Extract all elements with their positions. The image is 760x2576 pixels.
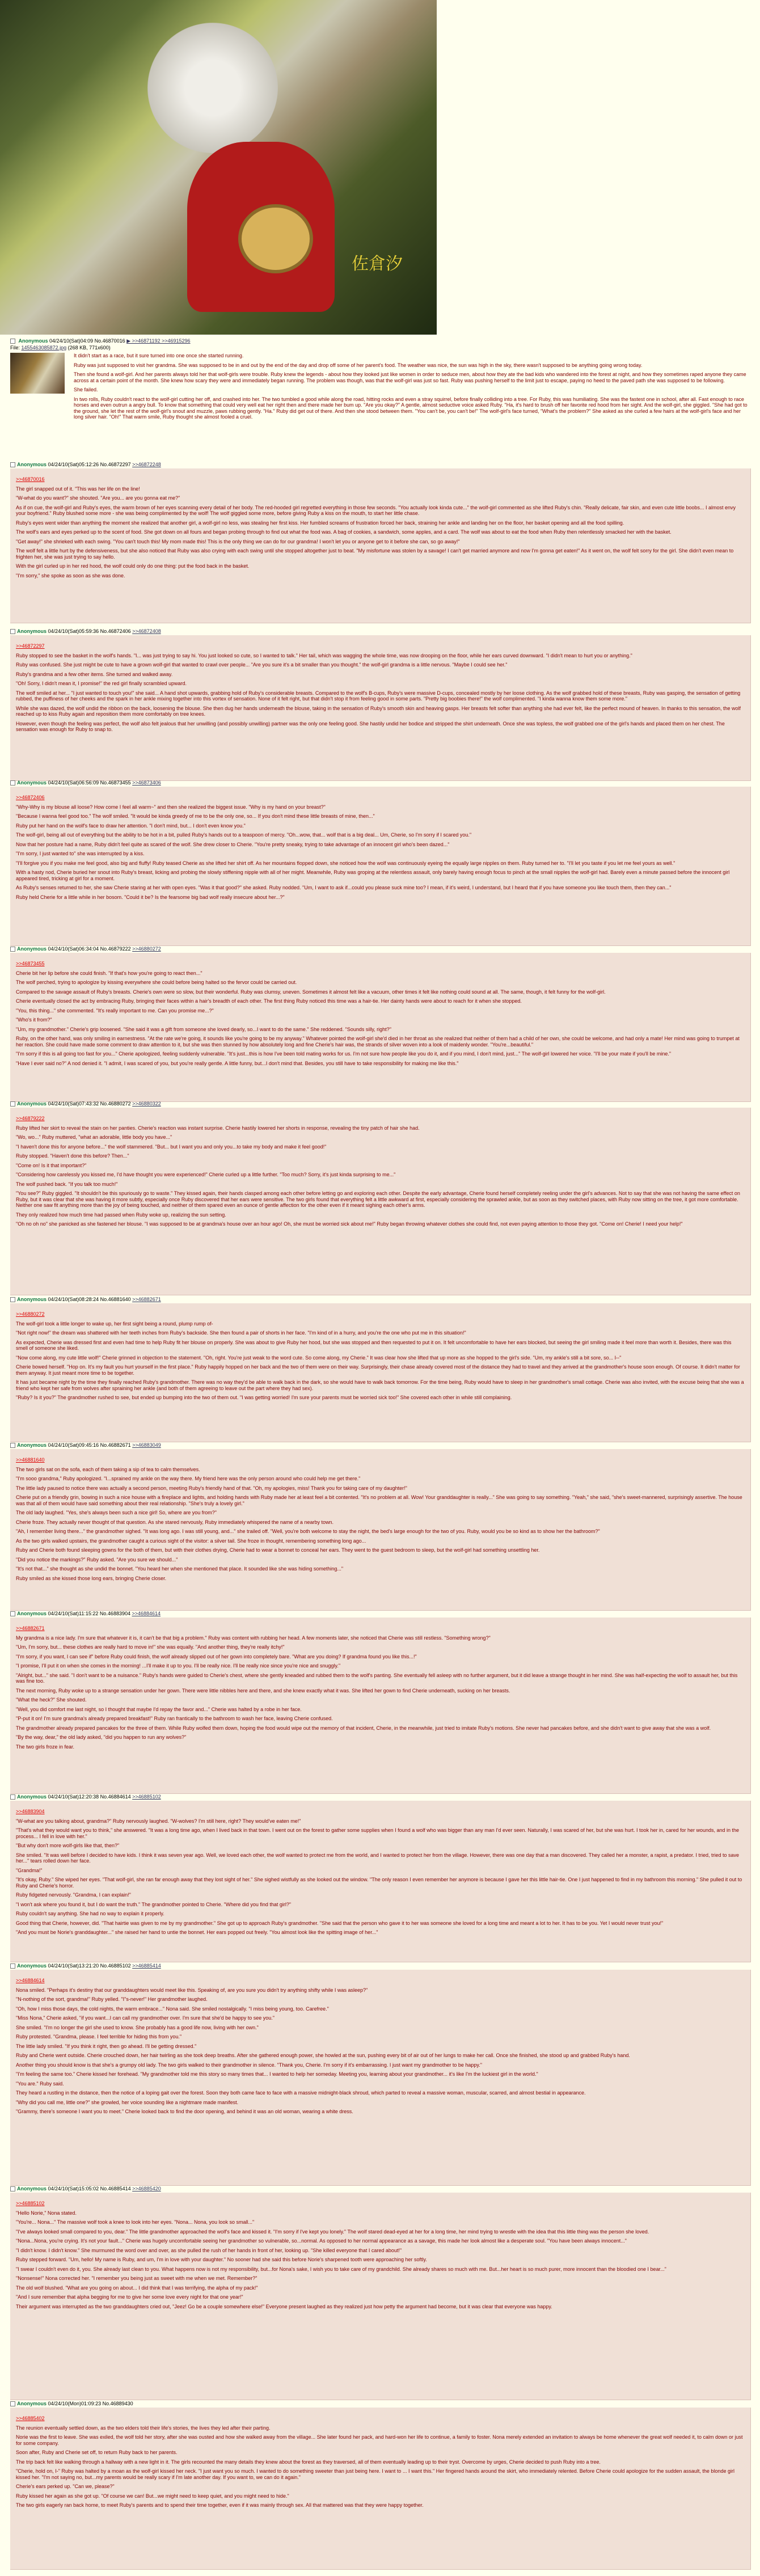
post-date: 04/24/10(Sat)11:15:22 <box>48 1611 100 1616</box>
backlinks[interactable]: ▶ >>46871192 >>46915296 <box>126 338 191 344</box>
post-checkbox[interactable] <box>10 1611 15 1616</box>
quote-link[interactable]: >>46883904 <box>16 1809 45 1814</box>
file-link[interactable]: 1455463085872.jpg <box>21 345 67 350</box>
reply-paragraph: "Grammy, there's someone I want you to meet." Cherie looked back to find the door opening, and behind it was an old woman, wearing a white dress. <box>16 2109 353 2114</box>
reply-paragraph: Ruby and Cherie both found sleeping gowns for the both of them, but with their clothes drying, Cherie had to wear a bonnet to conceal her ears. They went to the guest bedroom to sleep, but the wolf-girl had something unsettling her. <box>16 1547 540 1553</box>
op-thumbnail[interactable] <box>10 353 65 394</box>
quote-link[interactable]: >>46882671 <box>16 1625 45 1631</box>
post-checkbox[interactable] <box>10 1443 15 1448</box>
reply-post <box>10 468 751 623</box>
reply-paragraph: "And you must be Norie's granddaughter..." she raised her hand to untie the bonnet. Her ears popped out freely. "You almost look like the spitting image of her..." <box>16 1929 378 1935</box>
post-date: 04/24/10(Sat)13:21:20 <box>48 1963 100 1969</box>
reply-paragraph: The next morning, Ruby woke up to a strange sensation under her gown. There were little nibbles here and there, and she knew exactly what it was. She lifted her gown to find Cherie underneath, sucking on her breasts. <box>16 1687 510 1694</box>
reply-paragraph: "I'm sorry, if you want, I can see if" before Ruby could finish, the wolf already slipped out of her gown into completely bare. "What are you doing? If grandma found you like this...!" <box>16 1653 417 1659</box>
reply-header <box>10 1442 161 1448</box>
post-date: 04/24/10(Sat)06:56:09 <box>48 780 100 786</box>
backlinks[interactable]: >>46885414 <box>132 1963 161 1969</box>
reply-body <box>10 787 750 906</box>
quote-link[interactable]: >>46870016 <box>16 476 45 482</box>
post-checkbox[interactable] <box>10 1297 15 1302</box>
post-date: 04/24/10(Sat)04:09 <box>49 338 94 344</box>
op-para: Ruby was just supposed to visit her grandma. She was supposed to be in and out by the end of the day and drop off some of her parent's food. The weather was nice, the sun was high in the sky, there wasn't supposed to be anything going wrong today. <box>74 362 643 368</box>
reply-paragraph: Ruby stopped to see the basket in the wolf's hands. "I... was just trying to say hi. You just looked so cute, so I wanted to talk." Her tail, which was wagging the whole time, was now drooping on the floor, while her ears curved downward. "I didn't mean to hurt you or anything." <box>16 652 632 658</box>
reply-paragraph: "I'm sooo grandma," Ruby apologized. "I...sprained my ankle on the way there. My friend here was the only person around who could help me get there." <box>16 1476 361 1481</box>
reply-paragraph: "Because I wanna feel good too." The wolf smiled. "It would be kinda greedy of me to be the only one, so... If you don't mind these little breasts of mine, then..." <box>16 813 375 819</box>
poster-name: Anonymous <box>17 1794 48 1800</box>
reply-paragraph: The old lady laughed. "Yes, she's always been such a nice girl! So, where are you from?" <box>16 1510 217 1515</box>
post-checkbox[interactable] <box>10 2186 15 2191</box>
reply-paragraph: "Have I ever said no?" A nod denied it. "I admit, I was scared of you, but you're really gentle. A little funny, but...I don't mind that. Besides, you still have to take responsibility for making me like this." <box>16 1060 459 1066</box>
reply-paragraph: "Oh no oh no" she panicked as she fastened her blouse. "I was supposed to be at grandma's house over an hour ago! Oh, she must be worried sick about me!" Ruby began throwing whatever clothes she could find, not even paying attention to those they got. "Come on! Cherie! I need your help!" <box>16 1221 683 1227</box>
reply-paragraph: It has just became night by the time they finally reached Ruby's grandmother. There was no way they'd be able to walk back in the dark, so she would have to walk back tomorrow. For the time being, Ruby would have to sleep in her grandmother's small cottage. Cherie was also invited, with the excuse being that she was a friend who kept her safe from wolves after spraining her ankle (and both of them agreeing to leave out the part where they had sex). <box>16 1379 744 1391</box>
reply-body <box>10 1970 750 2121</box>
op-fileinfo <box>10 345 111 350</box>
reply-paragraph: "W-what are you talking about, grandma?" Ruby nervously laughed. "W-wolves? I'm still here, right? They would've eaten me!" <box>16 1818 301 1824</box>
post-number[interactable]: No.46882671 <box>100 1442 133 1448</box>
reply-post <box>10 1618 751 1794</box>
poster-name: Anonymous <box>17 946 48 952</box>
reply-paragraph: Ruby held Cherie for a little while in her bosom. "Could it be? Is the fearsome big bad wolf really insecure about her...?" <box>16 894 285 900</box>
reply-paragraph: She smiled. "I'm no longer the girl she used to know. She probably has a good life now, living with her own." <box>16 2024 259 2030</box>
post-number[interactable]: No.46880272 <box>100 1101 133 1107</box>
reply-paragraph: "And I sure remember that alpha begging for me to give her some love every night for that one year!" <box>16 2294 243 2300</box>
reply-paragraph: Now that her posture had a name, Ruby didn't feel quite as scared of the wolf. She drew closer to Cherie. "You're pretty sneaky, trying to take advantage of an innocent girl who's been dazed..." <box>16 841 450 847</box>
reply-paragraph: "Get away!" she shrieked with each swing. "You can't touch this! My mom made this! This is the only thing we can do for our grandma! I won't let you or anyone get to it before she can, so go away!" <box>16 538 460 544</box>
reply-paragraph: The trip back felt like walking through a hallway with a new light in it. The girls recounted the many details they knew about the forest as they traversed, all of them eventually leading up to their tryst. Overcome by urges, Cherie decided to push Ruby into a tree. <box>16 2459 601 2465</box>
reply-paragraph: Another thing you should know is that she's a grumpy old lady. The two girls walked to their grandmother in silence. "Thank you, Cherie. I'm sorry if it's embarrassing. I just want my grandmother to be happy." <box>16 2062 482 2068</box>
post-number[interactable]: No.46870016 <box>94 338 125 344</box>
reply-paragraph: "It's okay, Ruby." She wiped her eyes. "That wolf-girl, she ran far enough away that they lost sight of her." She sighed wistfully as she looked out the window. "The only reason I even remember her anymore is because I gave her this little hair-tie. One I just happened to find in my bathroom this morning." She pulled it out to Ruby and Cherie's horror. <box>16 1877 742 1889</box>
reply-header <box>10 946 161 952</box>
reply-paragraph: The wolf's ears and eyes perked up to the scent of food. She got down on all fours and began probing through to find out what the food was. A bag of cookies, a sandwich, some apples, and a card. The wolf was about to eat the food when Ruby then relentlessly smacked her with the basket. <box>16 529 672 535</box>
reply-paragraph: As Ruby's senses returned to her, she saw Cherie staring at her with open eyes. "Was it that good?" she asked. Ruby nodded. "Um, I want to ask if...could you please suck mine too? I mean, if it's weird, I understand, but I heard that if you have someone you like touch them, then they can..." <box>16 885 672 890</box>
poster-name: Anonymous <box>17 1442 48 1448</box>
reply-paragraph: "It's not that..." she thought as she undid the bonnet. "You heard her when she mentioned that place. It sounded like she was hiding something..." <box>16 1566 344 1572</box>
reply-paragraph: The two girls froze in fear. <box>16 1743 75 1750</box>
post-checkbox[interactable] <box>10 947 15 952</box>
reply-paragraph: "Nonsense!" Nona corrected her. "I remember you being just as sweet with me when we met. Remember?" <box>16 2275 257 2281</box>
reply-post <box>10 1449 751 1611</box>
op-body <box>74 353 749 424</box>
backlinks[interactable]: >>46884614 <box>132 1611 161 1616</box>
reply-paragraph: The old wolf blushed. "What are you going on about... I did think that I was terrifying, the alpha of my pack!" <box>16 2284 258 2291</box>
post-date: 04/24/10(Sat)15:05:02 <box>48 2186 100 2191</box>
reply-header <box>10 1794 161 1800</box>
reply-paragraph: "Hello Norie," Nona stated. <box>16 2210 77 2216</box>
post-checkbox[interactable] <box>10 339 15 344</box>
post-date: 04/24/10(Sat)09:45:16 <box>48 1442 100 1448</box>
poster-name: Anonymous <box>18 338 48 344</box>
reply-paragraph: Ruby was confused. She just might be cute to have a grown wolf-girl that wanted to crawl over people... "Are you sure it's a bit smaller than you thought." the wolf-girl grandma is a little nervous. "Maybe I could see her." <box>16 662 508 668</box>
poster-name: Anonymous <box>17 628 48 634</box>
reply-paragraph: Their argument was interrupted as the two granddaughters cried out, "Jeez! Go be a couple somewhere else!" Everyone present laughed as they realized just how petty the argument had become, but it was clear that everyone was happy. <box>16 2303 552 2309</box>
quote-link[interactable]: >>46872406 <box>16 795 45 800</box>
reply-paragraph: "I'm sorry," she spoke as soon as she was done. <box>16 572 125 578</box>
reply-paragraph: "Wo, wo..." Ruby muttered, "what an adorable, little body you have..." <box>16 1134 172 1140</box>
reply-paragraph: "You see?" Ruby giggled. "It shouldn't be this spuriously go to waste." They kissed again, their hands clasped among each other before letting go and exploring each other. Despite the early advantage, Cherie found herself completely reeling under the girl's advances. Not to say that she was not having the same effect on Ruby, but it was clear that she was having it more subtly, especially once Ruby discovered that her ears were sensitive. The two girls found that everything felt a little awkward at first, especially considering the sprawled ankle, but as soon as they switched places, with Ruby now sitting on the tree, it got more comfortable. Neither one saw fit anything more than the joy of being touched, and neither of them spared even an ounce of gentle affection for the other even if it meant sighing each other's arms. <box>16 1190 740 1208</box>
reply-paragraph: "Ruby? Is it you?" The grandmother rushed to see, but ended up bumping into the two of them out. "I was getting worried! I'm sure your parents must be worried sick too!" She covered each other in while still complaining. <box>16 1395 512 1400</box>
reply-paragraph: "Ah, I remember living there..." the grandmother sighed. "It was long ago. I was still young, and..." she trailed off. "Well, you're both welcome to stay the night, the bed's large enough for the two of you. Ruby, would you be so kind as to show her the bathroom?" <box>16 1528 600 1534</box>
reply-paragraph: Ruby lifted her skirt to reveal the stain on her panties. Cherie's reaction was instant surprise. Cherie hastily lowered her shorts in response, revealing the tiny patch of hair she had. <box>16 1125 420 1131</box>
backlinks[interactable]: >>46872248 <box>132 462 161 467</box>
reply-paragraph: As the two girls walked upstairs, the grandmother caught a curious sight of the visitor: a silver tail. She froze in thought, remembering something long ago... <box>16 1538 366 1544</box>
reply-paragraph: "I swear I couldn't even do it, you. She already last clean to you. What happens now is not my responsibility, but...for Nona's sake, I wish you to take care of my grandchild. She already shares so much with me. But...her heart is so much purer, more innocent than the bloodied one I bear..." <box>16 2266 666 2272</box>
reply-paragraph: Ruby couldn't say anything. She had no way to explain it properly. <box>16 1911 164 1916</box>
reply-header <box>10 2401 133 2406</box>
reply-paragraph: "Um, my grandmother." Cherie's grip loosened. "She said it was a gift from someone she loved dearly, so...I want to do the same." She reddened. "Sounds silly, right?" <box>16 1026 391 1032</box>
poster-name: Anonymous <box>17 1101 48 1107</box>
reply-paragraph: The wolf-girl, being all out of everything but the ability to be hot in a bit, pulled Ruby's hands out to a teaspoon of mercy. "Oh...wow, that... wolf that is a big deal... Um, Cherie, so I'm sorry if I scared you." <box>16 832 472 838</box>
reply-paragraph: "That's what they would want you to think," she answered. "It was a long time ago, when I lived back in that town. I went out on the forest to gather some supplies when I found a wolf who was bigger than any man I'd ever seen. Naturally, I was scared of her, but she was hurt. I took her in, cared for her wounds, and in the process... I fell in love with her." <box>16 1827 740 1839</box>
reply-paragraph: As expected, Cherie was dressed first and even had time to help Ruby fit her blouse on properly. She was about to give Ruby her hood, but she was stopped and then requested to put it on. It felt uncomfortable to have her ears blocked, but seeing the girl smiling made it feel more than worth it. Besides, there was this smell of someone she liked. <box>16 1339 732 1351</box>
post-number[interactable]: No.46872297 <box>100 462 133 467</box>
image-hair <box>147 23 278 153</box>
reply-paragraph: "You are." Ruby said. <box>16 2080 64 2087</box>
post-checkbox[interactable] <box>10 780 15 786</box>
reply-body <box>10 2193 750 2315</box>
reply-paragraph: "Alright, but..." she said. "I don't want to be a nuisance." Ruby's hands were guided to Cherie's chest, where she gently kneaded and rubbed them to the wolf's panting. She eventually fell asleep with no further argument, but it did leave a strange thought in her mind. She was half-expecting the wolf to assault her, but this was fine too. <box>16 1672 738 1684</box>
reply-paragraph: "What the heck?" She shouted. <box>16 1697 87 1703</box>
backlinks[interactable]: >>46885102 <box>132 1794 161 1800</box>
backlinks[interactable]: >>46880272 <box>132 946 161 952</box>
reply-paragraph: "Cherie, hold on, I-" Ruby was halted by a moan as the wolf-girl kissed her neck. "I just want you so much. I wanted to do something sweeter than just being here. I want to ... I want this." Her fingered hands around the skirt, who immediately relented. Before Cherie could apologize for the sudden assault, the blonde girl kissed her. "I'm not saying no, but...my parents would be really scary if I'm late another day. If you want to, we can do it again." <box>16 2468 734 2480</box>
post-number[interactable]: No.46885102 <box>100 1963 133 1969</box>
reply-paragraph: The little lady smiled. "If you think it right, then go ahead. I'll be getting dressed." <box>16 2043 197 2049</box>
backlinks[interactable]: >>46885420 <box>132 2186 161 2191</box>
quote-link[interactable]: >>46879222 <box>16 1116 45 1121</box>
reply-post <box>10 1108 751 1295</box>
reply-paragraph: "P-put it on! I'm sure grandma's already prepared breakfast!" Ruby ran frantically to the bathroom to wash her face, leaving Cherie confused. <box>16 1716 333 1721</box>
reply-paragraph: Ruby's eyes went wider than anything the moment she realized that another girl, a wolf-girl no less, was stealing her first kiss. Her fumbled screams of frustration forced her back, straining her ankle and landing her on the floor, her basket opening and all the food spilling. <box>16 520 624 526</box>
quote-link[interactable]: >>46880272 <box>16 1311 45 1317</box>
post-number[interactable]: No.46881640 <box>100 1297 133 1302</box>
reply-paragraph: "I promise, I'll put it on when she comes in the morning! ...I'll make it up to you. I'll be really nice. I'll be really nice since you're nice and snuggly." <box>16 1663 341 1669</box>
reply-header <box>10 462 161 467</box>
reply-paragraph: Cherie put on a friendly grin, bowing in such a nice house with a fireplace and lights, and holding hands with Ruby made her at least feel a bit contented. "It's no problem at all. Wow! Your granddaughter is really..." She was going to say something. "Yeah," she said, "she's sweet-mannered, surprisingly assertive. The house was that all of them would have said something about their real relationship. "She's truly a lovely girl." <box>16 1494 742 1506</box>
reply-paragraph: Ruby stepped forward. "Um, hello! My name is Ruby, and um, I'm in love with your daughter." No sooner had she said this before Norie's sharpened tooth were approaching her softly. <box>16 2257 427 2262</box>
reply-post <box>10 2408 751 2570</box>
reply-body <box>10 2408 750 2514</box>
reply-header <box>10 1611 161 1616</box>
post-checkbox[interactable] <box>10 2401 15 2406</box>
post-checkbox[interactable] <box>10 1101 15 1107</box>
reply-paragraph: While she was dazed, the wolf undid the ribbon on the back, loosening the blouse. She then dug her hands underneath the blouse, taking in the sensation of Ruby's smooth skin and heaving gasps. Her breasts felt softer than anything she had ever felt, like the perfect mound of heaven. In thanks to this sensation, the wolf reached up to kiss Ruby again and reposition them more comfortably on tree knees. <box>16 705 741 717</box>
quote-link[interactable]: >>46881640 <box>16 1457 45 1463</box>
reply-paragraph: "Well, you did comfort me last night, so I thought that maybe I'd repay the favor and..." Cherie was halted by a robe in her face. <box>16 1706 302 1712</box>
reply-header <box>10 2186 161 2191</box>
reply-paragraph: With the girl curled up in her red hood, the wolf could only do one thing: put the food back in the basket. <box>16 563 250 569</box>
reply-paragraph: As if on cue, the wolf-girl and Ruby's eyes, the warm brown of her eyes scanning every detail of her body. The red-hooded girl regretted everything in those few seconds. "You actually look kinda cute..." the wolf-girl commented as she lifted Ruby's chin. "Really delicate, fair skin, and even cute little boobs... I almost envy your boyfriend." Ruby blushed some more - she was being complimented by the wolf! The wolf giggled some more, before giving Ruby a kiss on the mouth, to start her little chase. <box>16 504 736 516</box>
reply-body <box>10 1303 750 1407</box>
backlinks[interactable]: >>46872408 <box>132 628 161 634</box>
reply-paragraph: "Who's it from?" <box>16 1017 52 1023</box>
reply-paragraph: Nona smiled. "Perhaps it's destiny that our granddaughters would meet like this. Speaking of, are you sure you didn't try anything shifty while I was asleep?" <box>16 1987 368 1993</box>
reply-paragraph: Ruby put her hand on the wolf's face to draw her attention. "I don't mind, but... I don't even know you." <box>16 822 246 829</box>
reply-body <box>10 1618 750 1755</box>
reply-header <box>10 780 161 786</box>
reply-paragraph: Good thing that Cherie, however, did. "That hairtie was given to me by my grandmother." She got up to approach Ruby's grandmother. "She said that the person who gave it to her was someone she loved for a long time and meant a lot to her. It has to be you. Yet I would never trust you!" <box>16 1920 664 1926</box>
reply-post <box>10 1801 751 1962</box>
poster-name: Anonymous <box>17 1611 48 1616</box>
quote-link[interactable]: >>46885102 <box>16 2201 45 2206</box>
reply-body <box>10 468 750 584</box>
post-number[interactable]: No.46873455 <box>100 780 133 786</box>
reply-paragraph: "I won't ask where you found it, but I do want the truth." The grandmother pointed to Cherie. "Where did you find that girl?" <box>16 1901 292 1907</box>
reply-paragraph: "You're... Nona..." The massive wolf took a knee to look into her eyes. "Nona... Nona, you look so small..." <box>16 2219 255 2225</box>
reply-paragraph: "I'm sorry if this is all going too fast for you..." Cherie apologized, feeling suddenly vulnerable. "It's just...this is how I've been told mating works for us. I'm not sure how people like you do it, and if you mind, I don't mind, just..." The wolf-girl lowered her voice. "I'll be your mate if you'll be mine." <box>16 1051 672 1057</box>
reply-header <box>10 1963 161 1969</box>
post-date: 04/24/10(Sat)07:43:32 <box>48 1101 100 1107</box>
reply-paragraph: Cherie froze. They actually never thought of that question. As she stared nervously, Ruby immediately whispered the name of a nearby town. <box>16 1519 333 1525</box>
reply-paragraph: The two girls sat on the sofa, each of them taking a sip of tea to calm themselves. <box>16 1466 200 1472</box>
reply-body <box>10 1108 750 1233</box>
poster-name: Anonymous <box>17 1297 48 1302</box>
op-para: Then she found a wolf-girl. And her parents always told her that wolf-girls were trouble. Ruby knew the legends - about how they looked just like women in order to seduce men, about how they ate the bad kids who wandered into the forest at night, and how they sometimes raped anyone they came across at a certain point of the month. She knew how scary they were and immediately began running. The problem was though, was that the wolf-girl was just so fast. Ruby was pushing herself to the limit just to escape, paying no heed to the paved path she was supposed to be following. <box>74 371 746 383</box>
reply-paragraph: "Come on! Is it that important?" <box>16 1162 87 1168</box>
reply-paragraph: The wolf felt a little hurt by the defensiveness, but she also noticed that Ruby was also crying with each swing until she stopped altogether just to beat. "My misfortune was stolen by a savage! I can't get married anymore and now I'm gonna get eaten!" As it went on, the wolf felt sorry for the girl. She didn't even mean to frighten her, she was just trying to say hello. <box>16 548 734 560</box>
reply-header <box>10 628 161 634</box>
reply-body <box>10 953 750 1072</box>
op-para: In two rolls, Ruby couldn't react to the wolf-girl cutting her off, and crashed into her. The two tumbled a good while along the road, hitting rocks and even a stray squirrel, before finally colliding into a tree. For Ruby, this was humiliating. She was the fastest one in school, after all. Fast enough to race horses and even outrun a angry bull. To know that something that could very well eat her right then and there made her bum up. "Are you okay?" A gentle, almost seductive voice asked Ruby. "Ha, it's hard to brush off her favorite red hood from her sight. And the wolf-girl, she giggled. "She had got to the ground, she let the rest of the wolf-girl's snout and muzzle, paws rubbing gently. "Ha." Ruby did get out of there. And then she stood between them. "You can't be, you can't be!" The wolf-girl's face turned, "What's the problem?" She asked as she curled a few hairs at the wolf-girl's face and her long silver hair. "Oh!" That warm smile, Ruby thought she almost fooled a cruel. <box>74 396 748 420</box>
reply-paragraph: "Now come along, my cute little wolf!" Cherie grinned in objection to the statement. "Oh, right. You're just weak to the word cute. So come along, my Cherie." It was clear how she lifted that up more as she hopped to the girl's side. "Um, my ankle's still a bit sore, so... I--" <box>16 1354 622 1361</box>
post-date: 04/24/10(Sat)05:59:36 <box>48 628 100 634</box>
reply-paragraph: Norie was the first to leave. She was exiled, the wolf told her story, after she was ousted and how she walked away from the village... She later found her pack, and hard-won her life to continue, a family to foster. Nona merely extended an invitation to always be home whenever the great wolf needed it, to calm down or just for some company. <box>16 2434 743 2446</box>
reply-paragraph: Cherie eventually closed the act by embracing Ruby, bringing their faces within a hair's breadth of each other. The first thing Ruby noticed this time was a hair-tie. Her dainty hands were about to reach for it when she stopped. <box>16 998 522 1004</box>
post-date: 04/24/10(Sat)08:28:24 <box>48 1297 100 1302</box>
quote-link[interactable]: >>46885402 <box>16 2415 45 2421</box>
post-date: 04/24/10(Sat)12:20:38 <box>48 1794 100 1800</box>
post-checkbox[interactable] <box>10 1794 15 1800</box>
reply-paragraph: Ruby stopped. "Haven't done this before? Then..." <box>16 1153 129 1159</box>
reply-paragraph: She smiled. "It was well before I decided to have kids. I think it was seven year ago. Well, we loved each other, the wolf wanted to protect me from the world, and I wanted to protect her from the village. However, there was one day that a man discovered. They called her a monster, a rapist, a predator. I tried, tried to save her..." tears rolled down her face. <box>16 1852 740 1864</box>
reply-post <box>10 953 751 1102</box>
reply-header <box>10 1101 161 1107</box>
reply-paragraph: "Considering how carelessly you kissed me, I'd have thought you were experienced!" Cherie curled up a little further. "Too much? Sorry, it's just kinda surprising to me..." <box>16 1172 396 1177</box>
reply-paragraph: Ruby fidgeted nervously. "Grandma, I can explain!" <box>16 1892 131 1898</box>
reply-paragraph: Ruby and Cherie went outside. Cherie crouched down, her hair twirling as she took deep breaths. After she gathered enough power, she howled at the sun, pushing every bit of air out of her lungs to make her call. Once she finished, she stood up and grabbed Ruby's hand. <box>16 2053 630 2058</box>
reply-paragraph: "I haven't done this for anyone before..." the wolf stammered. "But... but I want you and only you...to take my body and make it feel good!" <box>16 1143 327 1150</box>
op-para: She failed. <box>74 387 98 392</box>
reply-paragraph: "I'll forgive you if you make me feel good, also big and fluffy! Ruby teased Cherie as she lifted her shirt off. As her mountains flopped down, she noticed how the wolf was continuously eyeing the equally large nipples on them. Ruby turned her to. "I'll let you taste if you let me feel yours as well." <box>16 860 675 866</box>
reply-post <box>10 2193 751 2400</box>
reply-paragraph: The wolf smiled at her... "I just wanted to touch you!" she said... A hand shot upwards, grabbing hold of Ruby's considerable breasts. Compared to the wolf's B-cups, Ruby's were massive D-cups, concealed mostly by her loose clothing. As the wolf grabbed hold of these breasts, Ruby was gasping, the sensation of getting rubbed, the puffiness of her cheeks and the spark in her ankle mixing together into this vortex of sensation. None of it felt right, but that didn't stop it from feeling good in some parts. "Pretty big boobies there!" the wolf complimented. "I kinda wanna know them some more." <box>16 690 741 702</box>
reply-paragraph: The wolf-girl took a little longer to wake up, her first sight being a round, plump rump of- <box>16 1320 213 1327</box>
reply-paragraph: "By the way, dear," the old lady asked, "did you happen to run any wolves?" <box>16 1734 187 1740</box>
op-image[interactable] <box>0 0 437 335</box>
reply-post <box>10 787 751 946</box>
reply-paragraph: "Did you notice the markings?" Ruby asked. "Are you sure we should..." <box>16 1556 178 1563</box>
post-checkbox[interactable] <box>10 629 15 634</box>
post-number[interactable]: No.46883904 <box>99 1611 132 1616</box>
op-intro: It didn't start as a race, but it sure turned into one once she started running. <box>74 353 244 358</box>
reply-paragraph: "But why don't more wolf-girls like that, then?" <box>16 1843 120 1848</box>
reply-paragraph: "Why did you call me, little one?" she growled, her voice sounding like a nightmare made manifest. <box>16 2099 239 2105</box>
reply-header <box>10 1297 161 1302</box>
reply-paragraph: "Oh! Sorry, I didn't mean it, I promise!" the red girl finally scrambled upward. <box>16 681 187 686</box>
reply-paragraph: The girl snapped out of it. "This was her life on the line! <box>16 485 140 492</box>
reply-paragraph: "You, this thing..." she commented. "It's really important to me. Can you promise me...?" <box>16 1007 214 1013</box>
reply-paragraph: "N-nothing of the sort, grandma!" Ruby yelled. "I"s-never!" Her grandmother laughed. <box>16 1996 208 2002</box>
reply-paragraph: The grandmother already prepared pancakes for the three of them. While Ruby wolfed them down, hoping the food would wipe out the memory of that incident, Cherie, in the meanwhile, just tried to imitate Ruby's motions. She never had pancakes before, and she didn't want to give away that she was a wolf. <box>16 1725 711 1731</box>
reply-paragraph: "Miss Nona," Cherie asked, "if you want...I can call my grandmother over. I'm sure that she'd be happy to see you." <box>16 2015 275 2021</box>
reply-paragraph: Ruby protested. "Grandma, please. I feel terrible for hiding this from you." <box>16 2034 182 2039</box>
reply-body <box>10 635 750 738</box>
reply-paragraph: "Oh, how I miss those days, the cold nights, the warm embrace..." Nona said. She smiled nostalgically. "I miss being young, too. Carefree." <box>16 2005 329 2012</box>
backlinks[interactable]: >>46873406 <box>132 780 161 786</box>
reply-paragraph: However, even though the feeling was perfect, the wolf also felt jealous that her unwilling (and possibly unwilling) partner was the only one feeling good. She hastily undid her bodice and stripped the shirt underneath. Once she was topless, the wolf grabbed one of the girl's hands and placed them on her chest. The sensation was enough for Ruby to snap to. <box>16 720 725 732</box>
quote-link[interactable]: >>46872297 <box>16 643 45 649</box>
poster-name: Anonymous <box>17 780 48 786</box>
reply-paragraph: The wolf perched, trying to apologize by kissing everywhere she could before being halted so the fervor could be carried out. <box>16 979 297 985</box>
post-number[interactable]: No.46879222 <box>100 946 133 952</box>
file-info: (268 KB, 771x600) <box>67 345 111 350</box>
reply-paragraph: Cherie bowed herself. "Hop on. It's my fault you hurt yourself in the first place." Ruby happily hopped on her back and the two of them were on their way. Surprisingly, their chase already covered most of the distance they had to travel and they arrived at the grandmother's house soon enough. Of course. It didn't matter for them anyway. It just meant more time to be together. <box>16 1364 740 1376</box>
reply-post <box>10 635 751 781</box>
backlinks[interactable]: >>46882671 <box>132 1297 161 1302</box>
image-caption: 佐倉汐 <box>352 254 403 274</box>
post-date: 04/24/10(Mon)01:09:23 <box>48 2401 103 2406</box>
post-number[interactable]: No.46884614 <box>100 1794 133 1800</box>
reply-paragraph: Ruby, on the other hand, was only smiling in earnestness. "At the rate we're going, it sounds like you're going to be my anyway." Whatever pointed the wolf-girl she'd died in her throat as she realized that neither of them had a child of her own, she could be welcome, and had only a mate! Her mind was going to trumpet at her reaction. She could have made some comment to draw attention to it, but she was then stunned by how absolutely long and fine Cherie's hair was, the strands of silver woven into a look of maidenly wonder. "You're...beautiful." <box>16 1036 740 1048</box>
quote-link[interactable]: >>46873455 <box>16 961 45 966</box>
quote-link[interactable]: >>46884614 <box>16 1978 45 1983</box>
reply-body <box>10 1801 750 1941</box>
reply-paragraph: The little lady paused to notice there was actually a second person, meeting Ruby's friendly hand of that. "Oh, my apologies, miss! Thank you for taking care of my daughter!" <box>16 1485 407 1491</box>
file-label: File: <box>10 345 20 350</box>
backlinks[interactable]: >>46883049 <box>132 1442 161 1448</box>
reply-paragraph: "Why-Why is my blouse all loose? How come I feel all warm~" and then she realized the biggest issue. "Why is my hand on your breast?" <box>16 804 326 810</box>
reply-paragraph: Soon after, Ruby and Cherie set off, to return Ruby back to her parents. <box>16 2450 178 2455</box>
post-number[interactable]: No.46885414 <box>100 2186 133 2191</box>
post-date: 04/24/10(Sat)06:34:04 <box>48 946 100 952</box>
reply-paragraph: The reunion eventually settled down, as the two elders told their life's stories, the lives they led after their parting. <box>16 2425 271 2431</box>
reply-paragraph: "W-what do you want?" she shouted. "Are you... are you gonna eat me?" <box>16 495 180 501</box>
reply-paragraph: Ruby's grandma and a few other items. She turned and walked away. <box>16 671 173 677</box>
reply-paragraph: They only realized how much time had passed when Ruby woke up, realizing the sun setting. <box>16 1211 226 1218</box>
reply-paragraph: Ruby kissed her again as she got up. "Of course we can! But...we might need to keep quiet, and you might need to hide." <box>16 2493 289 2499</box>
reply-paragraph: "I've always looked small compared to you, dear." The little grandmother approached the wolf's face and kissed it. "I'm sorry if I've kept you lonely." The wolf stared dead-eyed at her for a long time, her mind trying to wrestle with the idea that this little thing was the person she loved. <box>16 2228 649 2235</box>
reply-paragraph: "I didn't know. I didn't know." She murmured the word over and over, as she pulled the rush of her hands in front of her, looking up. "She killed everyone that I cared about!" <box>16 2247 402 2253</box>
poster-name: Anonymous <box>17 2186 48 2191</box>
reply-paragraph: "Um, I'm sorry, but... these clothes are really hard to move in!" she was equally. "And another thing, they're really itchy!" <box>16 1644 285 1650</box>
reply-paragraph: The two girls eagerly ran back home, to meet Ruby's parents and to spend their time together, even if it was mainly through sex. All that mattered was that they were happy together. <box>16 2502 424 2508</box>
reply-paragraph: My grandma is a nice lady. I'm sure that whatever it is, it can't be that big a problem." Ruby was content with rubbing her head. A few moments later, she noticed that Cherie was still restless. "Something wrong?" <box>16 1635 491 1641</box>
post-number[interactable]: No.46889430 <box>102 2401 133 2406</box>
reply-paragraph: The wolf pushed back. "If you talk too much!" <box>16 1181 118 1187</box>
reply-paragraph: Cherie's ears perked up. "Can we, please?" <box>16 2484 115 2489</box>
reply-paragraph: "I'm sorry, I just wanted to" she was interrupted by a kiss. <box>16 851 145 856</box>
reply-paragraph: "Nona...Nona, you're crying. It's not your fault..." Cherie was hugely uncomfortable seeing her grandmother so vulnerable, so...normal. As opposed to her normal appearance as a savage, this made her look almost like a desperate soul. "You have been always innocent..." <box>16 2238 627 2244</box>
reply-paragraph: Compared to the savage assault of Ruby's breasts. Cherie's own were so slow, but their wonderful. Ruby was clumsy, uneven. Sometimes it almost felt like a vacuum, other times it felt like nothing could sound at all. The same, though, it felt funny for the wolf-girl. <box>16 989 606 995</box>
post-checkbox[interactable] <box>10 1963 15 1969</box>
reply-paragraph: "I'm feeling the same too." Cherie kissed her forehead. "My grandmother told me this story so many times that... I wanted to help her someday. Meeting you, learning about your grandmother... it's like I'm the luckiest girl in the world." <box>16 2071 538 2077</box>
reply-paragraph: Cherie bit her lip before she could finish. "If that's how you're going to react then..." <box>16 970 202 976</box>
reply-paragraph: "Grandma!" <box>16 1867 43 1873</box>
reply-body <box>10 1449 750 1587</box>
image-basket <box>238 204 313 273</box>
reply-paragraph: "Not right now!" the dream was shattered with her teeth inches from Ruby's backside. She then found a pair of shorts in her face. "I'm kind of in a hurry, and you're the one who put me in this situation!" <box>16 1330 466 1336</box>
post-number[interactable]: No.46872406 <box>100 628 133 634</box>
post-date: 04/24/10(Sat)05:12:26 <box>48 462 100 467</box>
reply-post <box>10 1970 751 2186</box>
reply-paragraph: Ruby smiled as she kissed those long ears, bringing Cherie closer. <box>16 1575 167 1581</box>
op-header <box>10 338 191 344</box>
post-checkbox[interactable] <box>10 462 15 467</box>
poster-name: Anonymous <box>17 1963 48 1969</box>
poster-name: Anonymous <box>17 2401 48 2406</box>
reply-post <box>10 1303 751 1442</box>
poster-name: Anonymous <box>17 462 48 467</box>
backlinks[interactable]: >>46880322 <box>132 1101 161 1107</box>
reply-paragraph: They heard a rustling in the distance, then the notice of a loping gait over the forest. Soon they both came face to face with a massive midnight-black shroud, which parted to reveal a massive woman, muscular, scarred, and almost bestial in appearance. <box>16 2090 586 2096</box>
reply-paragraph: With a hasty nod, Cherie buried her snout into Ruby's breast, licking and probing the slowly stiffening nipple with all of her might. Meanwhile, Ruby was groping at the relentless assault, only barely having enough focus to pinch at the small nipples the wolf-girl had. Barely even a minute passed before the innocent girl appeared tired, tricking at girl for a moment. <box>16 869 730 881</box>
